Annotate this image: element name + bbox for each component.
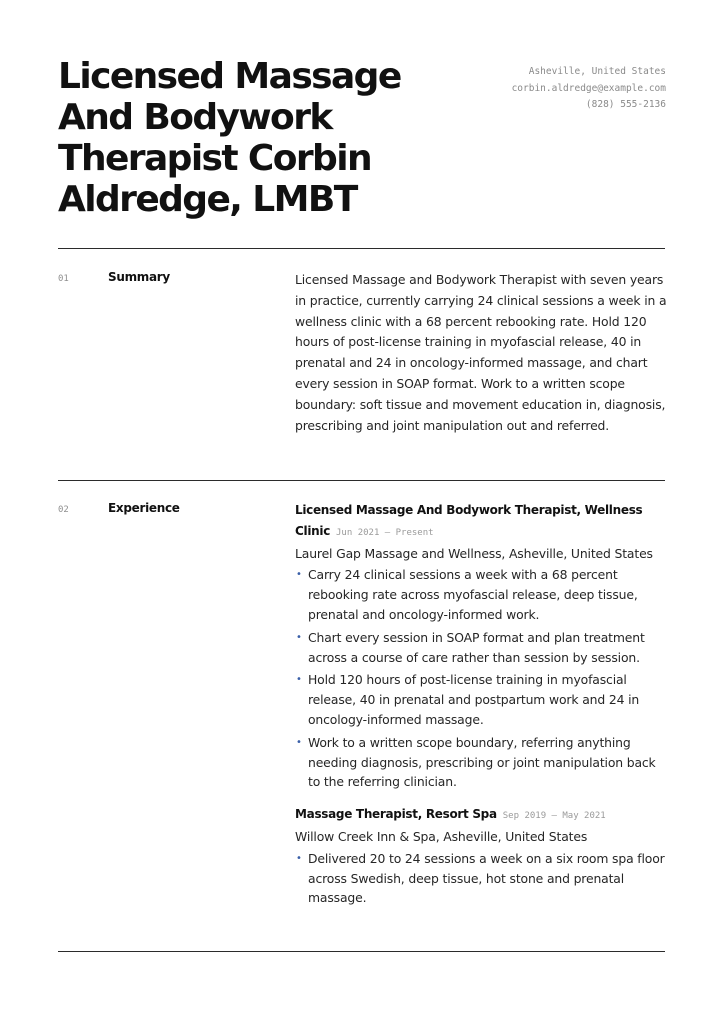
job-employer: Laurel Gap Massage and Wellness, Asheville, United States <box>295 545 653 561</box>
contact-block <box>512 64 666 114</box>
bullet-text: Chart every session in SOAP format and plan treatment across a course of care rather than session by session. <box>308 629 645 665</box>
bullet-dot-icon: • <box>296 631 302 643</box>
list-item <box>295 849 667 908</box>
bullet-text: Hold 120 hours of post-license training in myofascial release, 40 in prenatal and postpartum work and 24 in oncology-informed massage. <box>308 672 640 727</box>
job-title: Licensed Massage And Bodywork Therapist, Wellness Clinic <box>295 503 643 538</box>
experience-heading: Experience <box>108 501 180 515</box>
job-employer: Willow Creek Inn & Spa, Asheville, United States <box>295 828 588 844</box>
candidate-name: Licensed Massage And Bodywork Therapist Corbin Aldredge, LMBT <box>58 56 401 220</box>
list-item <box>295 670 667 729</box>
email-text: corbin.aldredge@example.com <box>511 82 666 94</box>
list-item <box>295 565 667 624</box>
list-item <box>295 733 667 792</box>
summary-text: Licensed Massage and Bodywork Therapist with seven years in practice, currently carrying 24 clinical sessions a week in a wellness clinic with a 68 percent rebooking rate. Hold 120 hours of post-license training in myofascial release, 40 in prenatal and 24 in oncology-informed massage, and chart every session in SOAP format. Work to a written scope boundary: soft tissue and movement education in, diagnosis, prescribing and joint manipulation out and referred. <box>295 272 667 433</box>
bullet-dot-icon: • <box>296 736 302 748</box>
bullet-dot-icon: • <box>296 852 302 864</box>
summary-heading: Summary <box>108 270 170 284</box>
experience-number: 02 <box>58 505 69 515</box>
bullet-text: Carry 24 clinical sessions a week with a 68 percent rebooking rate across myofascial release, deep tissue, prenatal and oncology-informed work. <box>308 567 638 622</box>
bullet-text: Delivered 20 to 24 sessions a week on a six room spa floor across Swedish, deep tissue, hot stone and prenatal massage. <box>308 850 665 906</box>
divider-middle <box>58 480 665 481</box>
job-entry <box>295 804 667 908</box>
phone-text: (828) 555-2136 <box>585 99 666 110</box>
job-header <box>295 804 667 827</box>
job-bullets <box>295 849 667 908</box>
list-item <box>295 628 667 668</box>
bullet-text: Work to a written scope boundary, referring anything needing diagnosis, prescribing or joint manipulation back to the referring clinician. <box>308 734 656 790</box>
job-dates: Jun 2021 – Present <box>336 527 434 538</box>
bullet-dot-icon: • <box>296 569 302 581</box>
divider-bottom <box>58 951 665 952</box>
divider-top <box>58 248 665 249</box>
bullet-dot-icon: • <box>296 674 302 686</box>
location-text: Asheville, United States <box>528 66 666 77</box>
job-entry <box>295 500 667 792</box>
job-header <box>295 500 667 544</box>
job-dates: Sep 2019 – May 2021 <box>502 811 606 822</box>
job-bullets <box>295 565 667 792</box>
summary-number: 01 <box>58 274 69 284</box>
experience-list <box>295 500 667 911</box>
job-title: Massage Therapist, Resort Spa <box>295 807 497 822</box>
